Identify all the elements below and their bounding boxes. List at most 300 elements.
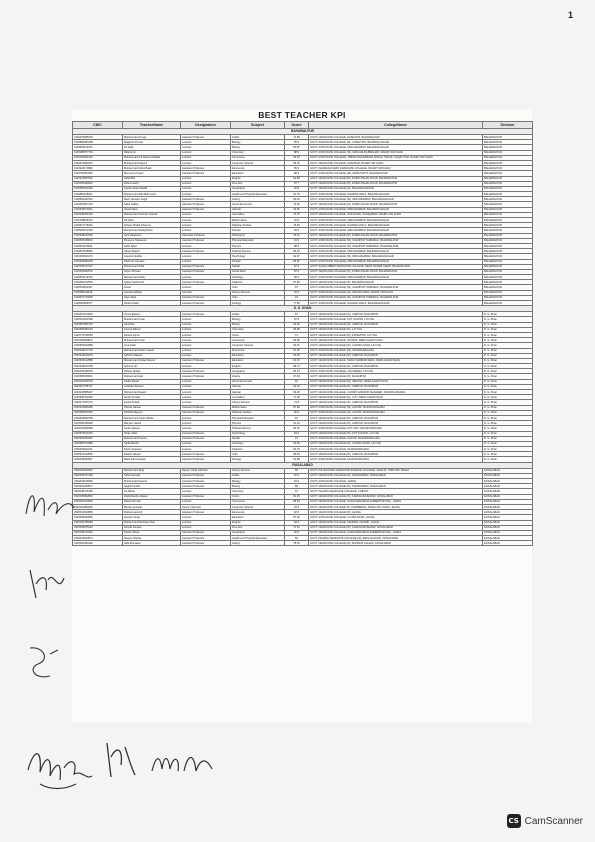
table-cell: GOVT. ASSOCIATE COLLEGE, MINCHINABAD, BAHAWALNAGAR [309, 218, 483, 223]
signature-1 [20, 480, 80, 530]
table-cell: 80.78 [285, 426, 309, 431]
table-cell: 94.5 [285, 504, 309, 509]
table-cell: Lecturer [181, 400, 231, 405]
table-cell: 87 [285, 312, 309, 317]
table-cell: 3310033477206 [73, 473, 123, 478]
table-cell: GOVT. ASSOCIATE COLLEGE (W), MUZAFFARGARH [309, 348, 483, 353]
table-cell: BAHAWALPUR [483, 135, 533, 140]
table-cell: Muhammad Arif Rasheed Malik [123, 155, 181, 160]
table-cell: 84.5 [285, 431, 309, 436]
table-cell: 3220776799256 [73, 332, 123, 337]
table-cell: GOVT. ISLAMIA GRADUATE COLLEGE (W), EIDGAH ROAD, FAISALABAD [309, 536, 483, 541]
table-cell: FAISALABAD [483, 504, 533, 509]
table-cell: GOVT. GRADUATE COLLEGE (W), JAMPUR, RAJANPUR [309, 322, 483, 327]
table-cell: BAHAWALPUR [483, 280, 533, 285]
table-cell: BAHAWALPUR [483, 171, 533, 176]
table-cell: 92.5 [285, 530, 309, 535]
table-cell: 96.08 [285, 327, 309, 332]
table-cell: Nida Munawar [123, 541, 181, 546]
table-cell: FAISALABAD [483, 520, 533, 525]
table-cell: Physical Education [231, 238, 285, 243]
table-cell: 91 [285, 436, 309, 441]
table-cell: 3130529449731 [73, 197, 123, 202]
table-cell: Lecturer [181, 243, 231, 248]
table-cell: GOVT. GRADUATE COLLEGE (W), SAMANABAD, FAISALABAD [309, 484, 483, 489]
table-cell: Education [231, 358, 285, 363]
table-cell: English [231, 520, 285, 525]
table-cell: BAHAWALPUR [483, 295, 533, 300]
table-cell: Burhan Hussain [123, 504, 181, 509]
table-cell: 91 [285, 295, 309, 300]
table-cell: 93.28 [285, 390, 309, 395]
table-cell: Political Science [231, 426, 285, 431]
table-cell: Aliya Iqbal [123, 295, 181, 300]
table-cell: 3220195009873 [73, 338, 123, 343]
table-cell: 3320015820874 [73, 536, 123, 541]
table-cell: D. G. Khan [483, 431, 533, 436]
table-cell: FAISALABAD [483, 536, 533, 541]
table-cell: BAHAWALPUR [483, 150, 533, 155]
table-cell: 74 [285, 332, 309, 337]
table-cell: 73.8 [285, 400, 309, 405]
table-cell: 86.18 [285, 160, 309, 165]
table-cell: 86.54 [285, 452, 309, 457]
column-header: CNIC [73, 122, 123, 129]
table-cell: GOVT. GRADUATE COLLEGE, KOT SULTAN, LAYYAH [309, 317, 483, 322]
signature-4 [20, 740, 100, 800]
table-cell: Mathematics [231, 218, 285, 223]
table-cell: Political Science [231, 249, 285, 254]
table-cell: Muhammad Adnan Saeed [123, 348, 181, 353]
table-cell: 3130436206749 [73, 212, 123, 217]
table-cell: Lecturer [181, 259, 231, 264]
table-cell: Deputy Chief Librarian [181, 468, 231, 473]
table-cell: Physics [231, 243, 285, 248]
table-cell: D. G. Khan [483, 317, 533, 322]
table-cell: 89.5 [285, 166, 309, 171]
table-cell: GOVT. ASSOCIATE COLLEGE (W), KHANPUR TAMEWALI, BAHAWALPUR [309, 243, 483, 248]
table-cell: Rinsome Tabassum [123, 238, 181, 243]
table-cell: Qurat ul ain [123, 364, 181, 369]
table-cell: D. G. Khan [483, 348, 533, 353]
table-cell: History [231, 197, 285, 202]
table-cell: 70.75 [285, 212, 309, 217]
table-cell: 3130493983478 [73, 259, 123, 264]
table-cell: GOVT. GRADUATE COLLEGE (W), RAJANPUR [309, 374, 483, 379]
table-cell: Education [231, 515, 285, 520]
table-cell: 87.6 [285, 264, 309, 269]
table-cell: 3220162459745 [73, 379, 123, 384]
table-cell: FAISALABAD [483, 541, 533, 546]
table-cell: 3110066999977 [73, 301, 123, 306]
table-cell: Lecturer [181, 353, 231, 358]
table-cell: FAISALABAD [483, 530, 533, 535]
table-cell: Aneeza Ghaffar [123, 254, 181, 259]
table-cell: 3310005454492 [73, 541, 123, 546]
table-cell: Lecturer [181, 515, 231, 520]
table-cell: Library Science [231, 468, 285, 473]
table-cell: Assistant Professor [181, 405, 231, 410]
table-cell: 3110106992329 [73, 155, 123, 160]
table-cell: Urdu [231, 295, 285, 300]
table-cell: 90.6 [285, 410, 309, 415]
table-cell: Sociology [231, 275, 285, 280]
table-cell: FAISALABAD [483, 525, 533, 530]
table-cell: 3230446107703 [73, 348, 123, 353]
table-cell: Philosophy [231, 233, 285, 238]
table-cell: Javed Iqbal [123, 207, 181, 212]
table-cell: History [231, 374, 285, 379]
table-cell: 3230552940968 [73, 343, 123, 348]
table-cell: Muhammad Shafiq Raza [123, 228, 181, 233]
table-cell: 3120539062676 [73, 269, 123, 274]
table-cell: 86.87 [285, 259, 309, 264]
table-cell: Library Science [231, 290, 285, 295]
table-cell: D. G. Khan [483, 384, 533, 389]
table-cell: Lecturer [181, 181, 231, 186]
table-cell: 93.5 [285, 520, 309, 525]
column-header: TeacherName [123, 122, 181, 129]
table-cell: Education [231, 171, 285, 176]
table-cell: 3320048475195 [73, 489, 123, 494]
table-cell: D. G. Khan [483, 369, 533, 374]
table-cell: Lecturer [181, 212, 231, 217]
table-cell: Pakistan Studies [231, 410, 285, 415]
table-cell: Assistant Professor [181, 135, 231, 140]
table-cell: Magbool Ahmad [123, 140, 181, 145]
camscanner-label: CamScanner [524, 815, 583, 827]
table-cell: 3120199727227 [73, 264, 123, 269]
table-cell: 3110552672919 [73, 145, 123, 150]
table-cell: Assistant Professor [181, 202, 231, 207]
table-cell: Psychology [231, 254, 285, 259]
table-cell: GOVT. ASSOCIATE COLLEGE (W), MINCHINABAD, BAHAWALNAGAR [309, 197, 483, 202]
column-header: Score [285, 122, 309, 129]
table-cell: GOVT. ASSOCIATE COLLEGE, MINCHINABAD, BAHAWALNAGAR [309, 249, 483, 254]
table-cell: GOVT. ASSOCIATE COLLEGE, MUZAFFARGARH [309, 447, 483, 452]
table-cell: Hira Riaz [123, 322, 181, 327]
table-cell: 3230245888407 [73, 390, 123, 395]
kpi-table [72, 121, 533, 546]
table-cell: GOVT. GRADUATE COLLEGE (W), JAMPUR, RAJANPUR [309, 312, 483, 317]
table-cell: Muhammad Ishtiaq Rasool [123, 358, 181, 363]
table-cell: Malik Fiaz Hussain [123, 457, 181, 462]
table-cell: Assistant Professor [181, 171, 231, 176]
table-cell: 97.84 [285, 374, 309, 379]
table-cell: D. G. Khan [483, 322, 533, 327]
table-cell: 88 [285, 484, 309, 489]
table-cell: D. G. Khan [483, 390, 533, 395]
table-cell: 81.25 [285, 494, 309, 499]
table-cell: GOVT. GRADUATE COLLEGE (W), JAMPUR, RAJANPUR [309, 384, 483, 389]
table-cell: Adnan Bashir [123, 249, 181, 254]
table-cell: 76.35 [285, 223, 309, 228]
table-cell: 3130550633160 [73, 186, 123, 191]
table-cell: 3240396483749 [73, 327, 123, 332]
table-cell: Ali Abbas [123, 489, 181, 494]
kpi-document [72, 110, 532, 722]
table-cell: Lecturer [181, 441, 231, 446]
table-cell: 88.5 [285, 171, 309, 176]
table-cell: 88.74 [285, 364, 309, 369]
table-cell: Zahra Haidry [123, 181, 181, 186]
table-cell: 3230505363325 [73, 410, 123, 415]
table-cell: D. G. Khan [483, 436, 533, 441]
table-cell: 86.58 [285, 338, 309, 343]
table-cell: GOVT. GRADUATE COLLEGE (W), JHANG [309, 510, 483, 515]
table-cell: Muhammad Abdul Basit [123, 166, 181, 171]
table-cell: BAHAWALPUR [483, 166, 533, 171]
table-cell: 3110768825519 [73, 218, 123, 223]
table-cell: D. G. Khan [483, 343, 533, 348]
table-cell: Nazir Hussain Asghl [123, 197, 181, 202]
table-cell: 92.97 [285, 254, 309, 259]
table-cell: Lecturer [181, 415, 231, 420]
table-cell: 92.5 [285, 510, 309, 515]
table-cell: GOVT. ASSOCIATE COLLEGE, MINCHINABAD, BAHAWALNAGAR [309, 228, 483, 233]
table-cell: Assistant Professor [181, 166, 231, 171]
table-row [73, 541, 533, 546]
table-cell: 3120007734065 [73, 295, 123, 300]
table-cell: GOVT. ASSOCIATE COLLEGE, ALIPUR, MUZAFFARGARH [309, 436, 483, 441]
table-cell: 3130593762554 [73, 280, 123, 285]
table-cell: D. G. Khan [483, 353, 533, 358]
table-cell: 3110884125621 [73, 192, 123, 197]
table-cell: 3330032452601 [73, 468, 123, 473]
column-header: CollegeName [309, 122, 483, 129]
table-cell: GOVT. GRADUATE COLLEGE, KHANPUR, RAHIM YAR KHAN [309, 160, 483, 165]
table-cell: Safia Bibi [123, 176, 181, 181]
table-cell: Lecturer [181, 379, 231, 384]
table-cell: GOVT. GRADUATE COLLEGE (W), FATEHPUR, LAYYAH [309, 332, 483, 337]
table-cell: Syeda Sultan Mahla [123, 186, 181, 191]
table-cell: GOVT. ASSOCIATE COLLEGE, MINCHINABAD, BAHAWALNAGAR [309, 207, 483, 212]
document-title: BEST TEACHER KPI [258, 110, 346, 120]
table-cell: 87 [285, 285, 309, 290]
table-cell: Lecturer [181, 338, 231, 343]
table-cell: Sadia Saeed [123, 379, 181, 384]
table-cell: 92.8 [285, 186, 309, 191]
table-header-row [73, 122, 533, 129]
table-cell: 91.88 [285, 457, 309, 462]
table-cell: D. G. Khan [483, 441, 533, 446]
table-cell: GOVT. GRADUATE COLLEGE, CHOWK SARWAR SHAHEED, MUZAFFARGARH [309, 390, 483, 395]
table-cell: GOVT. ASSOCIATE COLLEGE (W), MAKAR ADDA, RAHIM YAR KHAN [309, 290, 483, 295]
table-cell: Assistant Professor [181, 510, 231, 515]
signature-5 [95, 735, 145, 785]
table-cell: Lecturer [181, 384, 231, 389]
table-cell: GOVT. GRADUATE COLLEGE (W), DUBAI MAHAL ROAD, BAHAWALPUR [309, 269, 483, 274]
table-cell: Statistics [231, 280, 285, 285]
table-cell: 3220364612889 [73, 358, 123, 363]
table-cell: 87.83 [285, 280, 309, 285]
table-cell: Lecturer [181, 489, 231, 494]
table-cell: Assistant Professor [181, 280, 231, 285]
table-cell: BAHAWALPUR [483, 254, 533, 259]
table-cell: 3320020224566 [73, 499, 123, 504]
table-cell: 3120053967243 [73, 202, 123, 207]
table-cell: 3110512776940 [73, 223, 123, 228]
table-cell: BAHAWALPUR [483, 212, 533, 217]
table-cell: 90.45 [285, 155, 309, 160]
table-cell: 3210050436696 [73, 421, 123, 426]
table-cell: Senior Instructor [181, 504, 231, 509]
table-cell: 3130324170991 [73, 166, 123, 171]
table-cell: Memoona Kiyani [123, 171, 181, 176]
table-cell: 3320399993983 [73, 515, 123, 520]
table-cell: Lecturer [181, 176, 231, 181]
table-cell: D. G. Khan [483, 332, 533, 337]
table-cell: Zoology [231, 457, 285, 462]
table-cell: GOVT. ASSOCIATE COLLEGE (W), SAMA SATTA, BAHAWALPUR [309, 171, 483, 176]
table-cell: 85 [285, 468, 309, 473]
table-cell: 3220579519749 [73, 431, 123, 436]
table-cell: Shazia Jabeen [123, 405, 181, 410]
table-cell: 3130536679441 [73, 207, 123, 212]
table-cell: Assistant Professor [181, 295, 231, 300]
table-cell: Arabic [231, 135, 285, 140]
table-cell: Zamaz Anjum [123, 332, 181, 337]
table-cell: Lecturer [181, 254, 231, 259]
table-cell: Librarian [181, 290, 231, 295]
table-cell: Lecturer [181, 348, 231, 353]
table-cell: Social Work [231, 269, 285, 274]
table-cell: 77.68 [285, 301, 309, 306]
table-cell: Qaiser Mehmood [123, 280, 181, 285]
table-cell: Saghira Kalim [123, 484, 181, 489]
table-cell: Assistant Professor [181, 452, 231, 457]
table-cell: 87.5 [285, 269, 309, 274]
table-cell: 3120028237926 [73, 233, 123, 238]
table-cell: FAISALABAD [483, 479, 533, 484]
table-cell: Urdu [231, 285, 285, 290]
table-cell: GOVT. ASSOCIATE COLLEGE, MINCHINABAD, BAHAWALNAGAR [309, 145, 483, 150]
table-cell: Geography [231, 369, 285, 374]
table-cell: Statistics [231, 447, 285, 452]
table-cell: GOVT. GRADUATE COLLEGE, HASILPUR, BAHAWALPUR [309, 135, 483, 140]
table-cell: Sadia Bashir [123, 441, 181, 446]
table-cell: BAHAWALPUR [483, 238, 533, 243]
table-cell: GOVT. ASSOCIATE COLLEGE, MUZAFFARGARH [309, 457, 483, 462]
table-cell: BAHAWALPUR [483, 192, 533, 197]
table-cell: 3130458411108 [73, 290, 123, 295]
table-cell: D. G. Khan [483, 426, 533, 431]
table-cell: 76.05 [285, 202, 309, 207]
table-cell: D. G. Khan [483, 447, 533, 452]
table-cell: Lecturer [181, 525, 231, 530]
table-cell: BAHAWALPUR [483, 264, 533, 269]
table-cell: Shahnaz Hussain [123, 259, 181, 264]
table-cell: Commerce [231, 155, 285, 160]
table-cell: GOVT. ASSOCIATE COLLEGE, KOT ADU, MUZAFFARGARH [309, 426, 483, 431]
table-cell: BAHAWALPUR [483, 176, 533, 181]
table-cell: BAHAWALPUR [483, 228, 533, 233]
table-cell: 87.96 [285, 515, 309, 520]
table-cell: FAISALABAD [483, 499, 533, 504]
table-cell: 3240215686286 [73, 405, 123, 410]
table-cell: BAHAWALPUR [483, 218, 533, 223]
table-cell: GOVT. ASSOCIATE COLLEGE (W), KHANPUR TAMEWALI, BAHAWALPUR [309, 295, 483, 300]
table-cell: Lecturer [181, 364, 231, 369]
table-cell: GOVT. GRADUATE COLLEGE (W), JAMPUR, RAJANPUR [309, 452, 483, 457]
table-cell: FAISALABAD [483, 489, 533, 494]
table-cell: Aiza Tabassum [123, 233, 181, 238]
table-cell: Assistant Professor [181, 264, 231, 269]
table-cell: GOVT. GRADUATE COLLEGE OF COMMERCE, SATELLITE TOWN, JHANG [309, 504, 483, 509]
table-cell: Nizam Riaz [123, 431, 181, 436]
table-cell: Uzma Saleem [123, 312, 181, 317]
camscanner-watermark [507, 814, 583, 828]
table-cell: GOVT. ASSOCIATE COLLEGE (M), CHISHTIAN, BAHAWALNAGAR [309, 140, 483, 145]
table-cell: Fine Arts [231, 181, 285, 186]
table-cell: Mathematics [231, 405, 285, 410]
table-cell: Lecturer [181, 145, 231, 150]
table-cell: Zoology [231, 301, 285, 306]
table-cell: Muhammad Rafiq [123, 275, 181, 280]
table-cell: 71.38 [285, 395, 309, 400]
table-cell: 71.51 [285, 525, 309, 530]
table-cell: GOVT. GRADUATE COLLEGE (W), KARKHANA BAZAR, FAISALABAD [309, 494, 483, 499]
table-cell: Muhammad Saeed [123, 390, 181, 395]
table-cell: 92.34 [285, 384, 309, 389]
table-cell: Assistant Professor [181, 484, 231, 489]
table-cell: GOVT. P.B GHOUSIA GRADUATE SCIENCE COLLEGE, 333/G.B, TOBA TEK SINGH [309, 468, 483, 473]
table-cell: 3110551176843 [73, 243, 123, 248]
table-cell: Muhammad Anjum Abbas [123, 415, 181, 420]
table-cell: BAHAWALPUR [483, 290, 533, 295]
table-cell: Physical Education [231, 415, 285, 420]
table-cell: Assistant Professor [181, 301, 231, 306]
table-cell: Lecturer [181, 223, 231, 228]
table-cell: BAHAWALPUR [483, 275, 533, 280]
table-cell: 3130882394289 [73, 140, 123, 145]
table-cell: Assistant Professor [181, 530, 231, 535]
table-cell: 63.15 [285, 358, 309, 363]
table-cell: GOVT. GRADUATE COLLEGE (W), JAMPUR, RAJANPUR [309, 400, 483, 405]
table-cell: Nazim Hussain [123, 447, 181, 452]
table-cell: Lecturer [181, 285, 231, 290]
table-cell: D. G. Khan [483, 405, 533, 410]
table-cell: Assistant Professor [181, 541, 231, 546]
table-cell: Rukhshanda Jabeen [123, 494, 181, 499]
table-cell: 3330020435085 [73, 520, 123, 525]
table-cell: Computer Science [231, 160, 285, 165]
table-cell: 91 [285, 379, 309, 384]
table-cell: BAHAWALPUR [483, 181, 533, 186]
table-cell: 88.83 [285, 499, 309, 504]
table-cell: Assistant Professor [181, 374, 231, 379]
table-cell: 80.75 [285, 447, 309, 452]
table-cell: Assistant Professor [181, 457, 231, 462]
signature-3 [20, 640, 70, 685]
table-cell: 94.18 [285, 353, 309, 358]
table-cell: 93.59 [285, 441, 309, 446]
table-cell: GOVT. ASSOCIATE COLLEGE, DAHRAN WALA, BAHAWALNAGAR [309, 192, 483, 197]
table-cell: FAISALABAD [483, 484, 533, 489]
table-cell: Assistant Professor [181, 249, 231, 254]
table-cell: 3120763097652 [73, 171, 123, 176]
table-cell: Assistant Professor [181, 312, 231, 317]
table-cell: 87 [285, 415, 309, 420]
table-cell: Aroba Rubab [123, 400, 181, 405]
table-cell: Lecturer [181, 327, 231, 332]
column-header: Designation [181, 122, 231, 129]
table-cell: GOVT. GRADUATE COLLEGE (W), KOT SULTAN, LAYYAH [309, 431, 483, 436]
table-cell: BAHAWALPUR [483, 186, 533, 191]
table-cell: Chemistry [231, 327, 285, 332]
table-cell: Assistant Professor [181, 431, 231, 436]
table-cell: Muhammad Imran [123, 317, 181, 322]
